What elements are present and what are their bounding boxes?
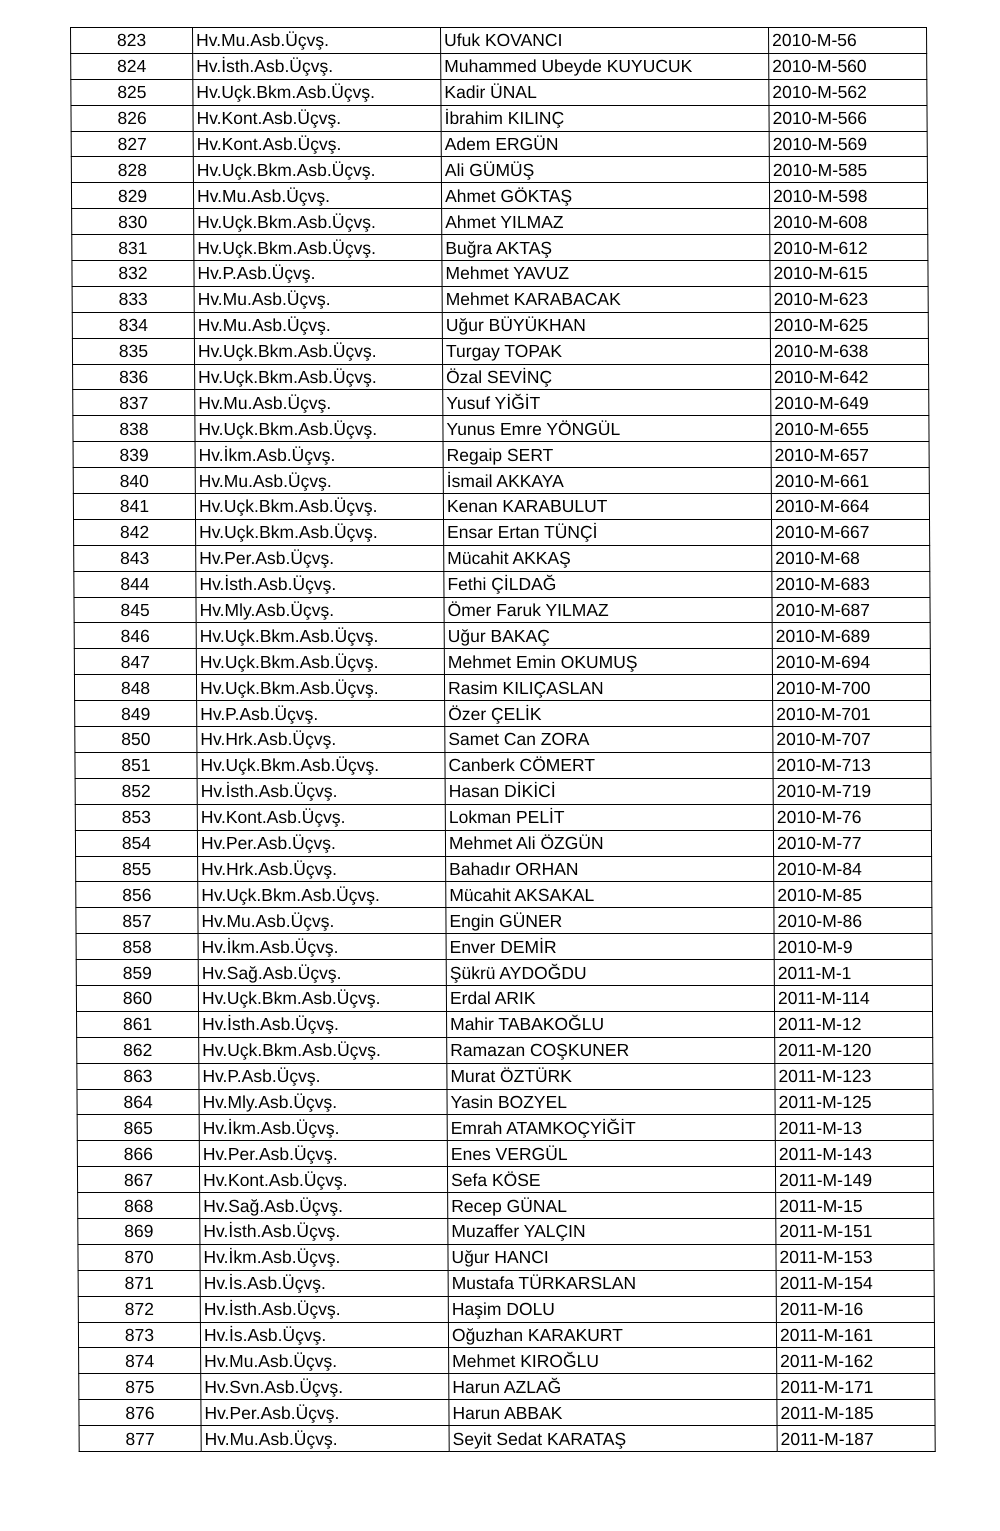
full-name-cell: Ufuk KOVANCI [441,28,769,54]
registry-code-cell: 2011-M-187 [777,1426,935,1452]
registry-code-cell: 2010-M-638 [770,338,928,364]
row-number-cell: 841 [73,494,195,520]
registry-code-cell: 2011-M-120 [775,1037,933,1063]
row-number-cell: 831 [72,235,194,261]
table-row [75,701,931,727]
rank-cell: Hv.Kont.Asb.Üçvş. [193,131,441,157]
row-number-cell: 859 [76,960,198,986]
rank-cell: Hv.İs.Asb.Üçvş. [200,1270,448,1296]
table-row [79,1400,935,1426]
registry-code-cell: 2010-M-76 [773,804,931,830]
table-row [77,1167,933,1193]
table-row [75,778,931,804]
full-name-cell: Lokman PELİT [445,804,773,830]
registry-code-cell: 2011-M-114 [774,985,932,1011]
registry-code-cell: 2010-M-657 [771,442,929,468]
personnel-table [70,27,936,1452]
rank-cell: Hv.Uçk.Bkm.Asb.Üçvş. [193,79,441,105]
row-number-cell: 876 [79,1400,201,1426]
row-number-cell: 847 [74,649,196,675]
row-number-cell: 855 [76,856,198,882]
registry-code-cell: 2010-M-625 [770,312,928,338]
rank-cell: Hv.Uçk.Bkm.Asb.Üçvş. [196,649,444,675]
full-name-cell: Samet Can ZORA [445,727,773,753]
row-number-cell: 836 [73,364,195,390]
rank-cell: Hv.Kont.Asb.Üçvş. [197,804,445,830]
registry-code-cell: 2010-M-562 [769,79,927,105]
row-number-cell: 856 [76,882,198,908]
registry-code-cell: 2010-M-585 [769,157,927,183]
rank-cell: Hv.İs.Asb.Üçvş. [200,1322,448,1348]
registry-code-cell: 2010-M-56 [769,28,927,54]
table-row [78,1244,934,1270]
row-number-cell: 851 [75,752,197,778]
full-name-cell: Özal SEVİNÇ [443,364,771,390]
registry-code-cell: 2010-M-86 [774,908,932,934]
full-name-cell: Ömer Faruk YILMAZ [444,597,772,623]
registry-code-cell: 2010-M-661 [771,468,929,494]
row-number-cell: 860 [76,985,198,1011]
registry-code-cell: 2011-M-171 [777,1374,935,1400]
registry-code-cell: 2011-M-123 [775,1063,933,1089]
table-row [74,545,930,571]
full-name-cell: Mehmet Ali ÖZGÜN [445,830,773,856]
table-row [71,131,927,157]
full-name-cell: Yusuf YİĞİT [443,390,771,416]
full-name-cell: Uğur BÜYÜKHAN [442,312,770,338]
full-name-cell: Mücahit AKSAKAL [446,882,774,908]
rank-cell: Hv.Uçk.Bkm.Asb.Üçvş. [195,494,443,520]
rank-cell: Hv.İkm.Asb.Üçvş. [198,934,446,960]
registry-code-cell: 2010-M-623 [770,286,928,312]
table-row [74,675,930,701]
full-name-cell: Hasan DİKİCİ [445,778,773,804]
registry-code-cell: 2011-M-15 [776,1193,934,1219]
table-row [72,261,928,287]
rank-cell: Hv.Uçk.Bkm.Asb.Üçvş. [194,235,442,261]
registry-code-cell: 2011-M-1 [774,960,932,986]
row-number-cell: 849 [75,701,197,727]
full-name-cell: Emrah ATAMKOÇYİĞİT [447,1115,775,1141]
rank-cell: Hv.Svn.Asb.Üçvş. [201,1374,449,1400]
rank-cell: Hv.Mu.Asb.Üçvş. [194,312,442,338]
row-number-cell: 866 [77,1141,199,1167]
table-row [71,183,927,209]
table-row [72,286,928,312]
rank-cell: Hv.İkm.Asb.Üçvş. [199,1115,447,1141]
rank-cell: Hv.Kont.Asb.Üçvş. [193,105,441,131]
full-name-cell: Muzaffer YALÇIN [448,1218,776,1244]
rank-cell: Hv.Uçk.Bkm.Asb.Üçvş. [199,1037,447,1063]
row-number-cell: 857 [76,908,198,934]
full-name-cell: Mehmet KIROĞLU [449,1348,777,1374]
row-number-cell: 844 [74,571,196,597]
row-number-cell: 823 [71,28,193,54]
registry-code-cell: 2010-M-84 [774,856,932,882]
table-row [74,519,930,545]
row-number-cell: 832 [72,261,194,287]
row-number-cell: 871 [78,1270,200,1296]
registry-code-cell: 2010-M-719 [773,778,931,804]
rank-cell: Hv.Hrk.Asb.Üçvş. [198,856,446,882]
full-name-cell: Recep GÜNAL [448,1193,776,1219]
table-row [77,1089,933,1115]
registry-code-cell: 2011-M-143 [775,1141,933,1167]
table-row [73,416,929,442]
table-row [74,597,930,623]
full-name-cell: Uğur BAKAÇ [444,623,772,649]
table-row [79,1348,935,1374]
full-name-cell: Uğur HANCI [448,1244,776,1270]
registry-code-cell: 2010-M-689 [772,623,930,649]
rank-cell: Hv.P.Asb.Üçvş. [197,701,445,727]
full-name-cell: Ensar Ertan TÜNÇİ [444,519,772,545]
table-row [78,1270,934,1296]
row-number-cell: 839 [73,442,195,468]
registry-code-cell: 2010-M-667 [772,519,930,545]
table-row [76,985,932,1011]
row-number-cell: 854 [75,830,197,856]
table-row [77,1141,933,1167]
rank-cell: Hv.İsth.Asb.Üçvş. [200,1296,448,1322]
registry-code-cell: 2010-M-713 [773,752,931,778]
full-name-cell: Yunus Emre YÖNGÜL [443,416,771,442]
rank-cell: Hv.Per.Asb.Üçvş. [197,830,445,856]
table-row [78,1193,934,1219]
full-name-cell: Mustafa TÜRKARSLAN [448,1270,776,1296]
registry-code-cell: 2010-M-85 [774,882,932,908]
row-number-cell: 867 [77,1167,199,1193]
rank-cell: Hv.Mu.Asb.Üçvş. [198,908,446,934]
full-name-cell: Turgay TOPAK [442,338,770,364]
registry-code-cell: 2011-M-154 [776,1270,934,1296]
full-name-cell: Ahmet YILMAZ [442,209,770,235]
rank-cell: Hv.Uçk.Bkm.Asb.Üçvş. [198,985,446,1011]
full-name-cell: Regaip SERT [443,442,771,468]
row-number-cell: 826 [71,105,193,131]
table-row [76,960,932,986]
rank-cell: Hv.Uçk.Bkm.Asb.Üçvş. [194,338,442,364]
rank-cell: Hv.Hrk.Asb.Üçvş. [197,727,445,753]
full-name-cell: Haşim DOLU [448,1296,776,1322]
rank-cell: Hv.İsth.Asb.Üçvş. [199,1011,447,1037]
row-number-cell: 872 [78,1296,200,1322]
table-row [74,649,930,675]
rank-cell: Hv.Mu.Asb.Üçvş. [193,183,441,209]
rank-cell: Hv.Uçk.Bkm.Asb.Üçvş. [194,209,442,235]
full-name-cell: Seyit Sedat KARATAŞ [449,1426,777,1452]
registry-code-cell: 2010-M-664 [771,494,929,520]
rank-cell: Hv.P.Asb.Üçvş. [199,1063,447,1089]
row-number-cell: 853 [75,804,197,830]
rank-cell: Hv.İsth.Asb.Üçvş. [197,778,445,804]
row-number-cell: 842 [74,519,196,545]
rank-cell: Hv.Per.Asb.Üçvş. [199,1141,447,1167]
row-number-cell: 870 [78,1244,200,1270]
rank-cell: Hv.Uçk.Bkm.Asb.Üçvş. [196,623,444,649]
row-number-cell: 830 [72,209,194,235]
full-name-cell: Enver DEMİR [446,934,774,960]
registry-code-cell: 2010-M-612 [770,235,928,261]
row-number-cell: 873 [78,1322,200,1348]
full-name-cell: Yasin BOZYEL [447,1089,775,1115]
full-name-cell: Mehmet Emin OKUMUŞ [444,649,772,675]
table-row [77,1063,933,1089]
row-number-cell: 825 [71,79,193,105]
row-number-cell: 835 [72,338,194,364]
registry-code-cell: 2010-M-649 [771,390,929,416]
registry-code-cell: 2011-M-161 [776,1322,934,1348]
registry-code-cell: 2011-M-185 [777,1400,935,1426]
row-number-cell: 838 [73,416,195,442]
table-row [78,1296,934,1322]
registry-code-cell: 2010-M-560 [769,53,927,79]
registry-code-cell: 2010-M-77 [773,830,931,856]
full-name-cell: Mücahit AKKAŞ [444,545,772,571]
full-name-cell: Murat ÖZTÜRK [447,1063,775,1089]
table-row [78,1322,934,1348]
registry-code-cell: 2010-M-642 [771,364,929,390]
rank-cell: Hv.Uçk.Bkm.Asb.Üçvş. [195,416,443,442]
table-row [76,856,932,882]
full-name-cell: Fethi ÇİLDAĞ [444,571,772,597]
row-number-cell: 858 [76,934,198,960]
rank-cell: Hv.Uçk.Bkm.Asb.Üçvş. [197,752,445,778]
rank-cell: Hv.Sağ.Asb.Üçvş. [200,1193,448,1219]
row-number-cell: 848 [74,675,196,701]
registry-code-cell: 2011-M-153 [776,1244,934,1270]
rank-cell: Hv.Mu.Asb.Üçvş. [201,1426,449,1452]
registry-code-cell: 2010-M-687 [772,597,930,623]
rank-cell: Hv.P.Asb.Üçvş. [194,261,442,287]
row-number-cell: 869 [78,1218,200,1244]
full-name-cell: Oğuzhan KARAKURT [448,1322,776,1348]
rank-cell: Hv.Mu.Asb.Üçvş. [194,286,442,312]
registry-code-cell: 2010-M-9 [774,934,932,960]
rank-cell: Hv.İkm.Asb.Üçvş. [200,1244,448,1270]
rank-cell: Hv.Mly.Asb.Üçvş. [199,1089,447,1115]
row-number-cell: 868 [78,1193,200,1219]
row-number-cell: 852 [75,778,197,804]
registry-code-cell: 2011-M-151 [776,1218,934,1244]
full-name-cell: Mehmet KARABACAK [442,286,770,312]
registry-code-cell: 2011-M-16 [776,1296,934,1322]
rank-cell: Hv.Mu.Asb.Üçvş. [195,390,443,416]
rank-cell: Hv.Mu.Asb.Üçvş. [195,468,443,494]
row-number-cell: 877 [79,1426,201,1452]
table-row [77,1037,933,1063]
full-name-cell: Ali GÜMÜŞ [441,157,769,183]
table-row [73,390,929,416]
table-row [71,157,927,183]
table-row [71,28,927,54]
table-row [73,364,929,390]
table-row [74,571,930,597]
rank-cell: Hv.Per.Asb.Üçvş. [196,545,444,571]
registry-code-cell: 2011-M-125 [775,1089,933,1115]
full-name-cell: İsmail AKKAYA [443,468,771,494]
row-number-cell: 846 [74,623,196,649]
rank-cell: Hv.Mly.Asb.Üçvş. [196,597,444,623]
registry-code-cell: 2010-M-694 [772,649,930,675]
row-number-cell: 845 [74,597,196,623]
full-name-cell: Sefa KÖSE [447,1167,775,1193]
full-name-cell: Özer ÇELİK [445,701,773,727]
row-number-cell: 875 [79,1374,201,1400]
table-row [72,338,928,364]
table-row [76,882,932,908]
full-name-cell: Engin GÜNER [446,908,774,934]
row-number-cell: 865 [77,1115,199,1141]
rank-cell: Hv.Uçk.Bkm.Asb.Üçvş. [198,882,446,908]
full-name-cell: Mahir TABAKOĞLU [447,1011,775,1037]
table-row [73,494,929,520]
registry-code-cell: 2010-M-566 [769,105,927,131]
rank-cell: Hv.İsth.Asb.Üçvş. [200,1218,448,1244]
row-number-cell: 834 [72,312,194,338]
table-row [73,442,929,468]
rank-cell: Hv.Uçk.Bkm.Asb.Üçvş. [193,157,441,183]
rank-cell: Hv.İsth.Asb.Üçvş. [196,571,444,597]
table-row [77,1115,933,1141]
rank-cell: Hv.Mu.Asb.Üçvş. [193,28,441,54]
table-row [79,1426,935,1452]
full-name-cell: Muhammed Ubeyde KUYUCUK [441,53,769,79]
full-name-cell: Mehmet YAVUZ [442,261,770,287]
registry-code-cell: 2010-M-700 [772,675,930,701]
table-row [75,727,931,753]
rank-cell: Hv.Uçk.Bkm.Asb.Üçvş. [196,519,444,545]
row-number-cell: 843 [74,545,196,571]
full-name-cell: Ramazan COŞKUNER [447,1037,775,1063]
rank-cell: Hv.Sağ.Asb.Üçvş. [198,960,446,986]
table-row [77,1011,933,1037]
table-row [72,235,928,261]
rank-cell: Hv.Per.Asb.Üçvş. [201,1400,449,1426]
table-row [75,752,931,778]
registry-code-cell: 2010-M-68 [772,545,930,571]
table-row [71,53,927,79]
registry-code-cell: 2010-M-707 [773,727,931,753]
full-name-cell: Harun ABBAK [449,1400,777,1426]
table-row [71,105,927,131]
row-number-cell: 863 [77,1063,199,1089]
row-number-cell: 850 [75,727,197,753]
table-row [73,468,929,494]
row-number-cell: 840 [73,468,195,494]
table-row [79,1374,935,1400]
registry-code-cell: 2011-M-12 [775,1011,933,1037]
row-number-cell: 864 [77,1089,199,1115]
registry-code-cell: 2010-M-701 [773,701,931,727]
registry-code-cell: 2010-M-655 [771,416,929,442]
row-number-cell: 837 [73,390,195,416]
rank-cell: Hv.İkm.Asb.Üçvş. [195,442,443,468]
registry-code-cell: 2010-M-683 [772,571,930,597]
full-name-cell: Erdal ARIK [446,985,774,1011]
table-row [75,804,931,830]
full-name-cell: Canberk CÖMERT [445,752,773,778]
full-name-cell: Kadir ÜNAL [441,79,769,105]
table-row [72,312,928,338]
table-row [78,1218,934,1244]
row-number-cell: 824 [71,53,193,79]
row-number-cell: 829 [71,183,193,209]
row-number-cell: 874 [79,1348,201,1374]
registry-code-cell: 2010-M-598 [769,183,927,209]
rank-cell: Hv.Uçk.Bkm.Asb.Üçvş. [195,364,443,390]
registry-code-cell: 2010-M-615 [770,261,928,287]
rank-cell: Hv.Uçk.Bkm.Asb.Üçvş. [196,675,444,701]
personnel-table-body [71,28,936,1452]
table-row [76,908,932,934]
full-name-cell: Ahmet GÖKTAŞ [441,183,769,209]
row-number-cell: 827 [71,131,193,157]
rank-cell: Hv.Mu.Asb.Üçvş. [201,1348,449,1374]
row-number-cell: 828 [71,157,193,183]
full-name-cell: İbrahim KILINÇ [441,105,769,131]
full-name-cell: Bahadır ORHAN [446,856,774,882]
registry-code-cell: 2011-M-149 [775,1167,933,1193]
full-name-cell: Enes VERGÜL [447,1141,775,1167]
registry-code-cell: 2011-M-162 [777,1348,935,1374]
full-name-cell: Harun AZLAĞ [449,1374,777,1400]
full-name-cell: Şükrü AYDOĞDU [446,960,774,986]
full-name-cell: Kenan KARABULUT [443,494,771,520]
row-number-cell: 861 [77,1011,199,1037]
table-row [75,830,931,856]
table-row [74,623,930,649]
table-row [72,209,928,235]
full-name-cell: Adem ERGÜN [441,131,769,157]
registry-code-cell: 2010-M-569 [769,131,927,157]
rank-cell: Hv.Kont.Asb.Üçvş. [199,1167,447,1193]
rank-cell: Hv.İsth.Asb.Üçvş. [193,53,441,79]
row-number-cell: 862 [77,1037,199,1063]
full-name-cell: Buğra AKTAŞ [442,235,770,261]
row-number-cell: 833 [72,286,194,312]
table-row [71,79,927,105]
registry-code-cell: 2010-M-608 [770,209,928,235]
full-name-cell: Rasim KILIÇASLAN [444,675,772,701]
registry-code-cell: 2011-M-13 [775,1115,933,1141]
table-row [76,934,932,960]
